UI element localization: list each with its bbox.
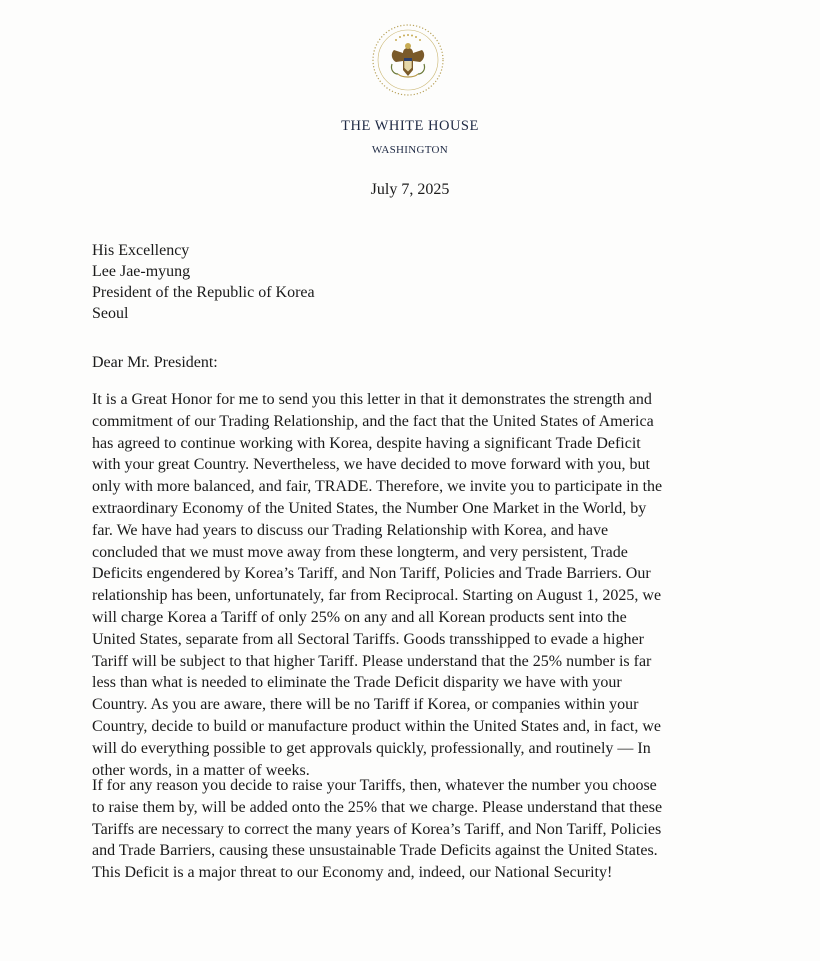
letter-date: July 7, 2025 — [370, 181, 450, 198]
paragraph-line: concluded that we must move away from these longterm, and very persistent, Trade — [92, 543, 628, 561]
salutation: Dear Mr. President: — [92, 354, 218, 371]
paragraph-line: will charge Korea a Tariff of only 25% on any and all Korean products sent into the — [92, 608, 627, 626]
paragraph-line: far. We have had years to discuss our Trading Relationship with Korea, and have — [92, 521, 609, 539]
paragraph-line: Tariff will be subject to that higher Tariff. Please understand that the 25% number is far — [92, 652, 652, 670]
paragraph-line: Tariffs are necessary to correct the many years of Korea’s Tariff, and Non Tariff, Policies — [92, 820, 662, 838]
paragraph-line: United States, separate from all Sectoral Tariffs. Goods transshipped to evade a higher — [92, 630, 644, 648]
paragraph-line: This Deficit is a major threat to our Economy and, indeed, our National Security! — [92, 864, 613, 882]
paragraph-line: to raise them by, will be added onto the 25% that we charge. Please understand that these — [92, 798, 663, 816]
paragraph-line: Country, decide to build or manufacture product within the United States and, in fact, we — [92, 717, 662, 735]
recipient-line: Lee Jae-myung — [92, 263, 191, 280]
paragraph-line: extraordinary Economy of the United States, the Number One Market in the World, by — [92, 499, 647, 517]
paragraph-line: Country. As you are aware, there will be no Tariff if Korea, or companies within your — [92, 696, 639, 714]
paragraph-line: relationship has been, unfortunately, far from Reciprocal. Starting on August 1, 2025, we — [92, 587, 662, 605]
body-paragraph-2 — [92, 775, 662, 884]
paragraph-line: other words, in a matter of weeks. — [92, 761, 310, 779]
paragraph-line: will do everything possible to get approvals quickly, professionally, and routinely — In — [92, 739, 651, 757]
presidential-seal-icon — [370, 22, 446, 98]
paragraph-line: It is a Great Honor for me to send you this letter in that it demonstrates the strength and — [92, 391, 652, 408]
letterhead-subtitle: WASHINGTON — [371, 144, 449, 156]
paragraph-line: Deficits engendered by Korea’s Tariff, and Non Tariff, Policies and Trade Barriers. Our — [92, 565, 651, 583]
paragraph-line: has agreed to continue working with Korea, despite having a significant Trade Deficit — [92, 434, 641, 452]
recipient-line: President of the Republic of Korea — [92, 284, 315, 301]
paragraph-line: If for any reason you decide to raise your Tariffs, then, whatever the number you choose — [92, 777, 657, 794]
body-paragraph-1 — [92, 389, 662, 781]
paragraph-line: less than what is needed to eliminate the Trade Deficit disparity we have with your — [92, 674, 622, 692]
letterhead-title: THE WHITE HOUSE — [341, 118, 479, 134]
paragraph-line: with your great Country. Nevertheless, we have decided to move forward with you, but — [92, 456, 650, 474]
recipient-line: His Excellency — [92, 242, 190, 259]
recipient-address — [92, 240, 315, 324]
paragraph-line: and Trade Barriers, causing these unsustainable Trade Deficits against the United States. — [92, 842, 658, 860]
paragraph-line: commitment of our Trading Relationship, and the fact that the United States of America — [92, 412, 654, 430]
recipient-line: Seoul — [92, 305, 129, 322]
paragraph-line: only with more balanced, and fair, TRADE. Therefore, we invite you to participate in the — [92, 478, 663, 496]
